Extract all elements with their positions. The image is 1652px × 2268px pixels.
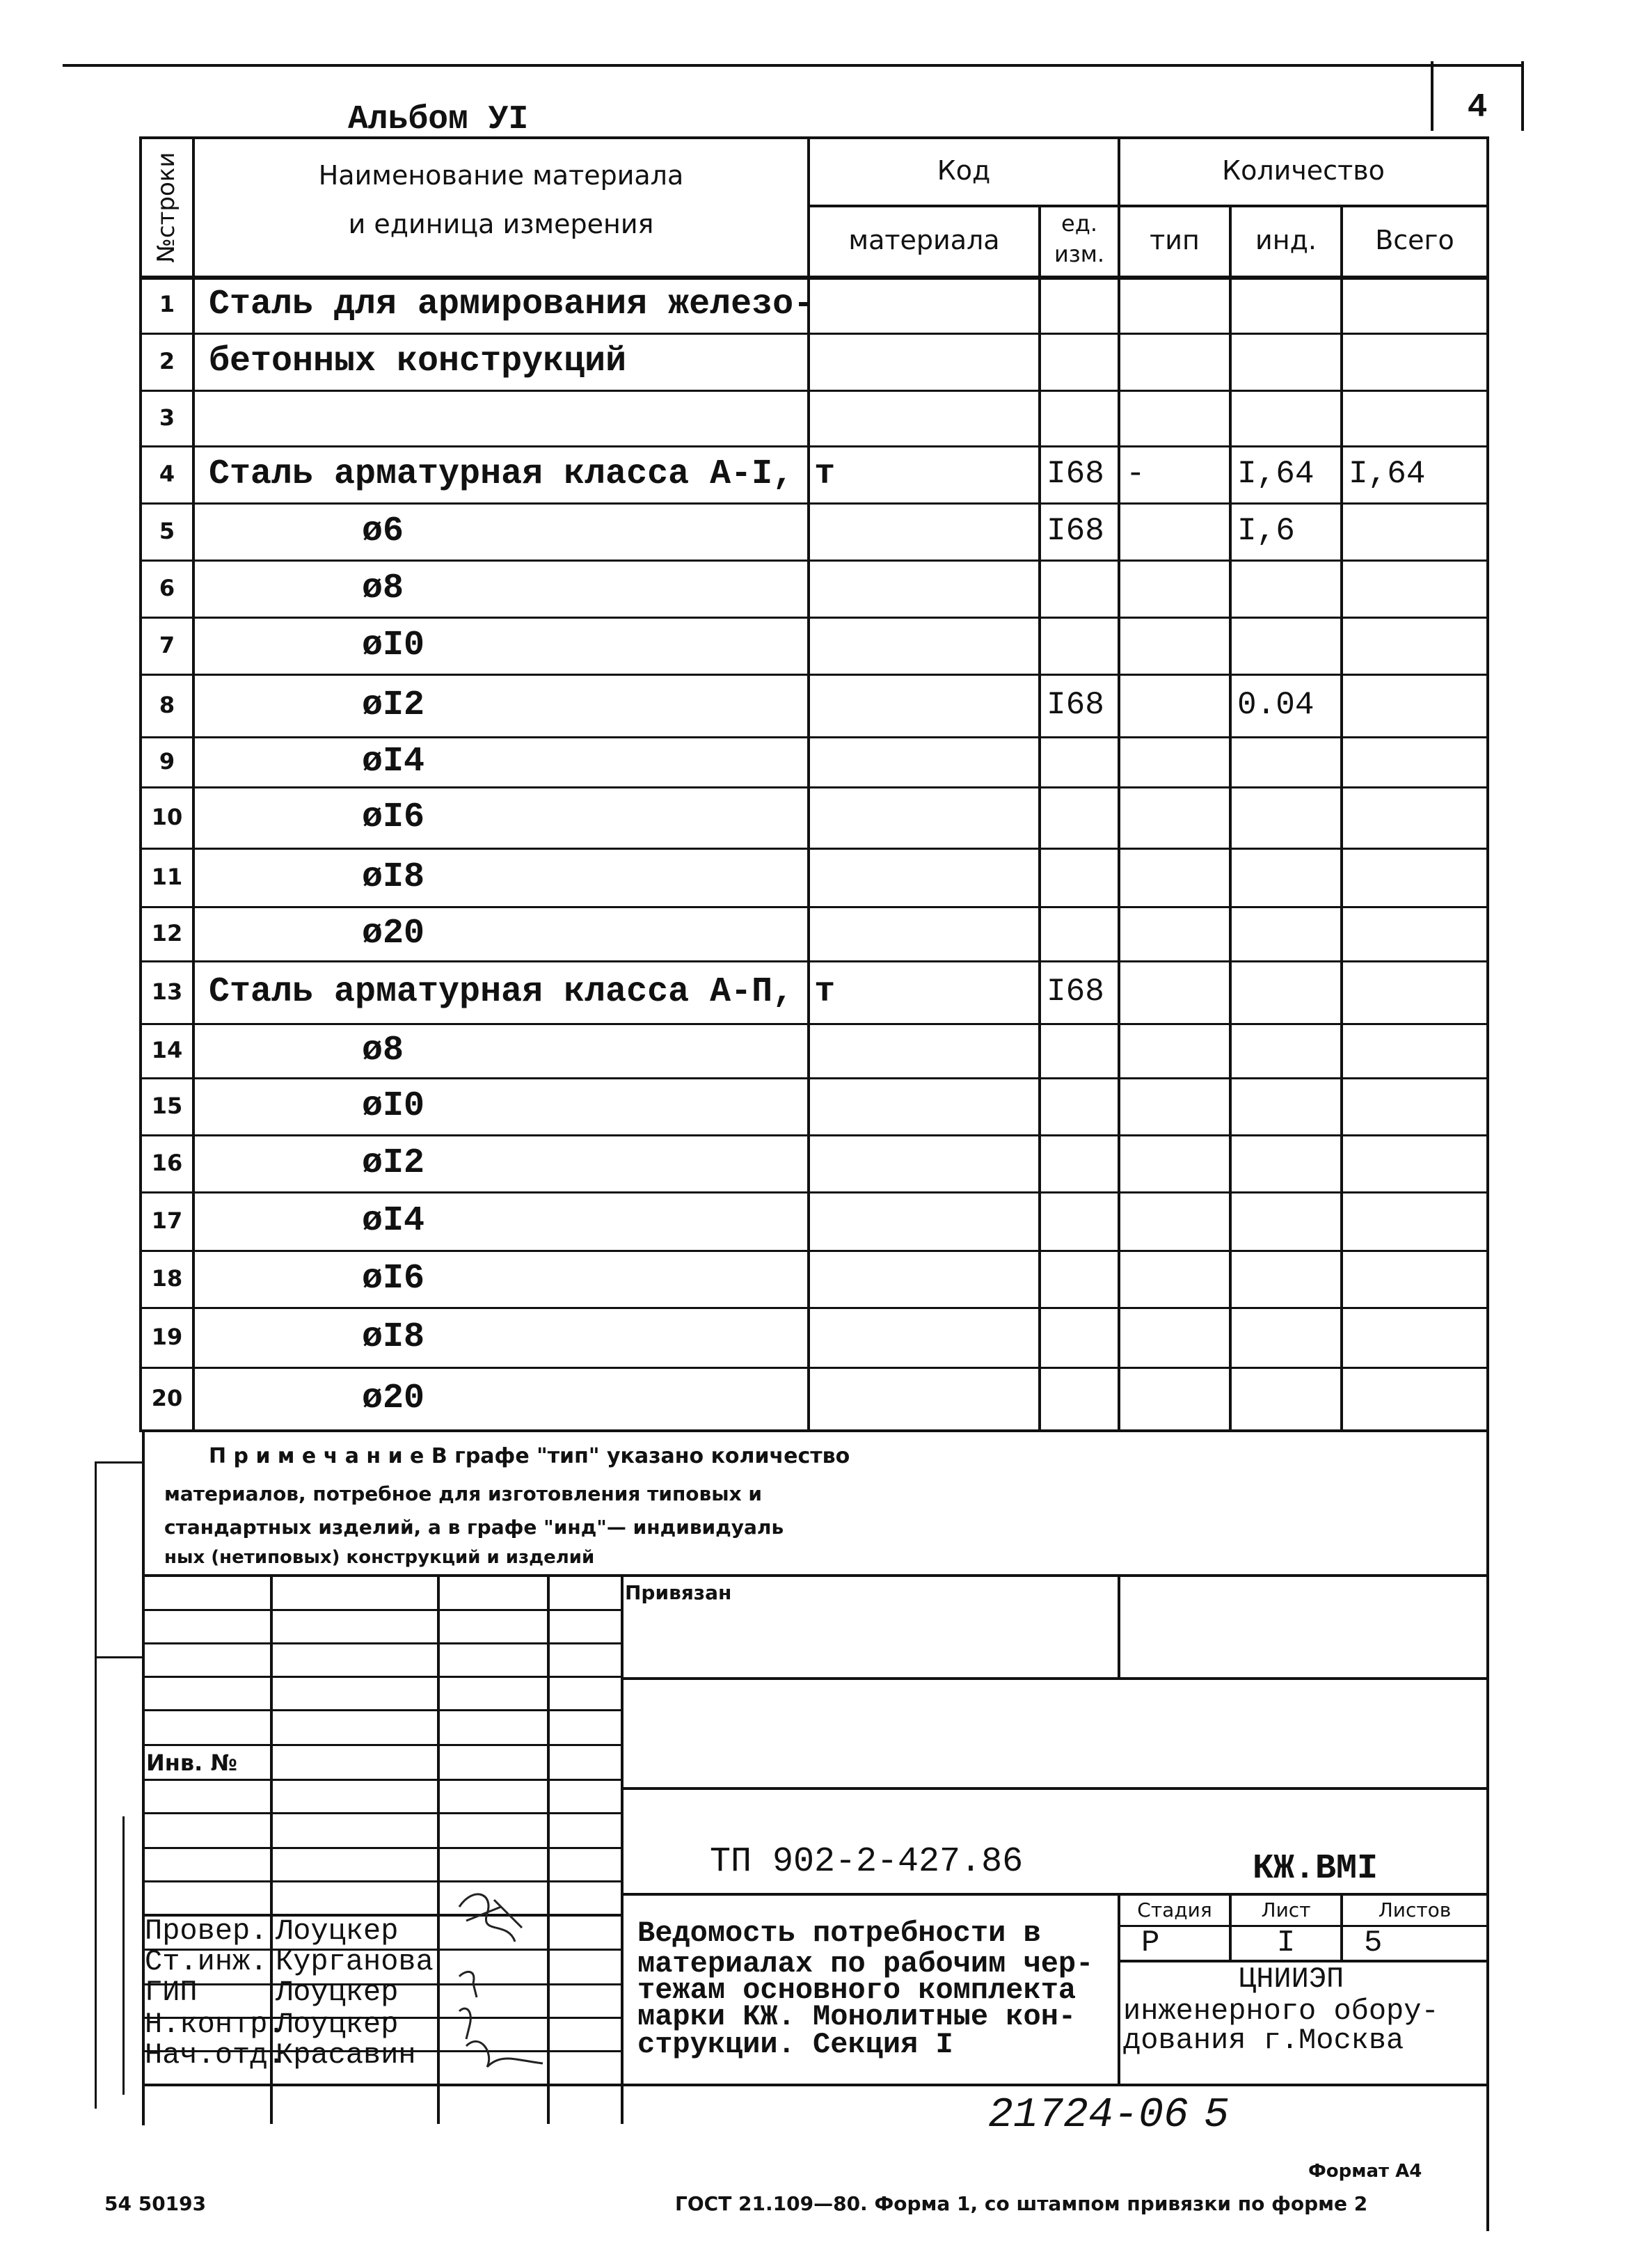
signature-name: Красавин bbox=[276, 2038, 416, 2072]
row-12-ind bbox=[1237, 906, 1346, 960]
row-2-total bbox=[1349, 333, 1492, 390]
row-11-total bbox=[1349, 848, 1492, 906]
row-5-ind: I,6 bbox=[1237, 513, 1295, 549]
signature-role: ГИП bbox=[145, 1976, 198, 2009]
sheets-label: Листов bbox=[1378, 1898, 1452, 1921]
signature-name: Лоуцкер bbox=[276, 2008, 399, 2041]
unit-header-line1: ед. bbox=[1061, 210, 1097, 237]
row-9-total bbox=[1349, 736, 1492, 786]
row-16-unit bbox=[1047, 1134, 1123, 1191]
row-number-header: №строки bbox=[152, 152, 180, 263]
sheet-value: I bbox=[1276, 1926, 1296, 1960]
row-16-total bbox=[1349, 1134, 1492, 1191]
title-line: тежам основного комплекта bbox=[637, 1974, 1077, 2007]
signature-role: Нач.отд. bbox=[145, 2038, 285, 2072]
note-line2: материалов, потребное для изготовления типовых и bbox=[164, 1482, 762, 1505]
row-11-name: øI8 bbox=[362, 857, 425, 897]
row-18-unit bbox=[1047, 1250, 1123, 1307]
row-17-type bbox=[1126, 1191, 1234, 1250]
row-17-unit bbox=[1047, 1191, 1123, 1250]
row-15-type bbox=[1126, 1077, 1234, 1134]
drawing-mark: КЖ.ВМI bbox=[1253, 1848, 1379, 1889]
row-10-total bbox=[1349, 786, 1492, 848]
row-5-name: ø6 bbox=[362, 511, 404, 551]
row-6-no: 6 bbox=[159, 575, 175, 601]
stage-label: Стадия bbox=[1137, 1898, 1212, 1921]
row-7-name: øI0 bbox=[362, 625, 425, 665]
row-4-name: Сталь арматурная класса А-I, т bbox=[209, 454, 836, 494]
row-1-name: Сталь для армирования железо- bbox=[209, 284, 815, 324]
row-6-ind bbox=[1237, 560, 1346, 617]
row-9-no: 9 bbox=[159, 748, 175, 775]
row-6-name: ø8 bbox=[362, 568, 404, 608]
sheet-label: Лист bbox=[1261, 1898, 1311, 1921]
row-20-total bbox=[1349, 1367, 1492, 1429]
row-1-type bbox=[1126, 276, 1234, 333]
row-13-unit: I68 bbox=[1047, 974, 1104, 1010]
row-1-no: 1 bbox=[159, 291, 175, 317]
row-5-type bbox=[1126, 502, 1234, 560]
album-label: Альбом УI bbox=[348, 101, 529, 138]
signature-role: Ст.инж. bbox=[145, 1945, 268, 1978]
org-line: ЦНИИЭП bbox=[1239, 1962, 1344, 1996]
row-4-total: I,64 bbox=[1349, 456, 1426, 492]
row-14-unit bbox=[1047, 1023, 1123, 1077]
row-7-ind bbox=[1237, 617, 1346, 674]
row-20-ind bbox=[1237, 1367, 1346, 1429]
row-11-no: 11 bbox=[151, 864, 183, 890]
title-line: марки КЖ. Монолитные кон- bbox=[637, 2000, 1077, 2033]
row-5-no: 5 bbox=[159, 518, 175, 544]
row-4-no: 4 bbox=[159, 461, 175, 487]
signature-name: Лоуцкер bbox=[276, 1976, 399, 2009]
row-7-type bbox=[1126, 617, 1234, 674]
row-2-no: 2 bbox=[159, 348, 175, 374]
row-2-name: бетонных конструкций bbox=[209, 341, 627, 381]
ind-header: инд. bbox=[1255, 225, 1317, 255]
row-19-type bbox=[1126, 1307, 1234, 1367]
signature-name: Лоуцкер bbox=[276, 1914, 399, 1948]
row-14-total bbox=[1349, 1023, 1492, 1077]
row-10-name: øI6 bbox=[362, 797, 425, 837]
sheets-value: 5 bbox=[1364, 1926, 1383, 1960]
title-line: Ведомость потребности в bbox=[637, 1917, 1041, 1950]
note-line4: ных (нетиповых) конструкций и изделий bbox=[164, 1547, 595, 1568]
row-3-type bbox=[1126, 390, 1234, 445]
row-19-name: øI8 bbox=[362, 1317, 425, 1357]
row-15-unit bbox=[1047, 1077, 1123, 1134]
row-16-ind bbox=[1237, 1134, 1346, 1191]
row-8-no: 8 bbox=[159, 692, 175, 718]
name-header-line2: и единица измерения bbox=[348, 209, 654, 239]
row-8-name: øI2 bbox=[362, 685, 425, 725]
signature-role: Н.контр. bbox=[145, 2008, 285, 2041]
row-3-no: 3 bbox=[159, 404, 175, 431]
row-11-ind bbox=[1237, 848, 1346, 906]
row-2-type bbox=[1126, 333, 1234, 390]
inv-no-label: Инв. № bbox=[146, 1750, 237, 1776]
row-12-unit bbox=[1047, 906, 1123, 960]
stage-value: Р bbox=[1141, 1926, 1160, 1960]
row-14-type bbox=[1126, 1023, 1234, 1077]
row-4-unit: I68 bbox=[1047, 456, 1104, 492]
row-18-type bbox=[1126, 1250, 1234, 1307]
row-15-ind bbox=[1237, 1077, 1346, 1134]
signature-role: Провер. bbox=[145, 1914, 268, 1948]
row-12-total bbox=[1349, 906, 1492, 960]
row-8-unit: I68 bbox=[1047, 687, 1104, 723]
row-16-type bbox=[1126, 1134, 1234, 1191]
row-19-ind bbox=[1237, 1307, 1346, 1367]
row-6-type bbox=[1126, 560, 1234, 617]
row-9-ind bbox=[1237, 736, 1346, 786]
row-16-no: 16 bbox=[151, 1150, 183, 1176]
row-11-unit bbox=[1047, 848, 1123, 906]
privyazan-label: Привязан bbox=[625, 1580, 732, 1604]
row-20-no: 20 bbox=[151, 1385, 183, 1411]
row-13-total bbox=[1349, 960, 1492, 1023]
row-8-ind: 0.04 bbox=[1237, 687, 1315, 723]
row-9-type bbox=[1126, 736, 1234, 786]
row-17-name: øI4 bbox=[362, 1200, 425, 1241]
row-20-unit bbox=[1047, 1367, 1123, 1429]
org-line: дования г.Москва bbox=[1123, 2024, 1404, 2057]
row-13-ind bbox=[1237, 960, 1346, 1023]
row-13-name: Сталь арматурная класса А-П, т bbox=[209, 972, 836, 1012]
row-1-ind bbox=[1237, 276, 1346, 333]
code-header: Код bbox=[937, 155, 991, 186]
row-5-unit: I68 bbox=[1047, 513, 1104, 549]
row-3-unit bbox=[1047, 390, 1123, 445]
row-19-total bbox=[1349, 1307, 1492, 1367]
row-3-name bbox=[209, 390, 821, 445]
row-10-type bbox=[1126, 786, 1234, 848]
signature-scribbles bbox=[438, 1879, 564, 2088]
row-1-total bbox=[1349, 276, 1492, 333]
row-18-total bbox=[1349, 1250, 1492, 1307]
row-4-type: - bbox=[1126, 456, 1145, 492]
project-code: ТП 902-2-427.86 bbox=[710, 1841, 1024, 1882]
row-20-name: ø20 bbox=[362, 1378, 425, 1418]
row-7-no: 7 bbox=[159, 632, 175, 658]
row-15-total bbox=[1349, 1077, 1492, 1134]
row-17-total bbox=[1349, 1191, 1492, 1250]
row-4-ind: I,64 bbox=[1237, 456, 1315, 492]
row-18-name: øI6 bbox=[362, 1258, 425, 1299]
page-number: 4 bbox=[1467, 89, 1488, 127]
row-18-ind bbox=[1237, 1250, 1346, 1307]
row-10-ind bbox=[1237, 786, 1346, 848]
signature-name: Курганова bbox=[276, 1945, 434, 1978]
row-6-unit bbox=[1047, 560, 1123, 617]
row-9-unit bbox=[1047, 736, 1123, 786]
note-line3: стандартных изделий, а в графе "инд"— индивидуаль bbox=[164, 1515, 784, 1539]
row-1-unit bbox=[1047, 276, 1123, 333]
footer-left: 54 50193 bbox=[104, 2191, 207, 2215]
row-11-type bbox=[1126, 848, 1234, 906]
row-14-ind bbox=[1237, 1023, 1346, 1077]
row-12-no: 12 bbox=[151, 920, 183, 946]
unit-header-line2: изм. bbox=[1054, 241, 1105, 267]
title-line: материалах по рабочим чер- bbox=[637, 1947, 1094, 1981]
row-3-total bbox=[1349, 390, 1492, 445]
title-line: струкции. Секция I bbox=[637, 2028, 953, 2061]
name-header-line1: Наименование материала bbox=[318, 160, 684, 191]
row-15-name: øI0 bbox=[362, 1086, 425, 1126]
material-code-header: материала bbox=[848, 225, 1000, 255]
row-10-no: 10 bbox=[151, 804, 183, 830]
row-13-type bbox=[1126, 960, 1234, 1023]
row-19-no: 19 bbox=[151, 1324, 183, 1350]
row-17-ind bbox=[1237, 1191, 1346, 1250]
row-14-name: ø8 bbox=[362, 1030, 404, 1070]
row-2-unit bbox=[1047, 333, 1123, 390]
row-10-unit bbox=[1047, 786, 1123, 848]
row-8-total bbox=[1349, 674, 1492, 736]
row-20-type bbox=[1126, 1367, 1234, 1429]
row-13-no: 13 bbox=[151, 978, 183, 1005]
row-19-unit bbox=[1047, 1307, 1123, 1367]
handwritten-number: 21724-06 bbox=[988, 2092, 1189, 2139]
row-7-total bbox=[1349, 617, 1492, 674]
row-17-no: 17 bbox=[151, 1207, 183, 1234]
footer-right: ГОСТ 21.109—80. Форма 1, со штампом привязки по форме 2 bbox=[675, 2191, 1368, 2215]
row-3-ind bbox=[1237, 390, 1346, 445]
total-header: Всего bbox=[1375, 225, 1454, 255]
row-14-no: 14 bbox=[151, 1037, 183, 1063]
row-12-name: ø20 bbox=[362, 913, 425, 953]
row-5-total bbox=[1349, 502, 1492, 560]
row-9-name: øI4 bbox=[362, 741, 425, 782]
type-header: тип bbox=[1150, 225, 1200, 255]
row-15-no: 15 bbox=[151, 1093, 183, 1119]
org-line: инженерного обору- bbox=[1123, 1995, 1439, 2028]
row-16-name: øI2 bbox=[362, 1143, 425, 1183]
handwritten-sheet: 5 bbox=[1204, 2092, 1230, 2139]
row-2-ind bbox=[1237, 333, 1346, 390]
format-label: Формат А4 bbox=[1308, 2161, 1422, 2182]
row-6-total bbox=[1349, 560, 1492, 617]
row-8-type bbox=[1126, 674, 1234, 736]
quantity-header: Количество bbox=[1222, 155, 1385, 186]
row-18-no: 18 bbox=[151, 1265, 183, 1292]
row-12-type bbox=[1126, 906, 1234, 960]
note-line1: П р и м е ч а н и е В графе "тип" указано количество bbox=[209, 1443, 850, 1468]
row-7-unit bbox=[1047, 617, 1123, 674]
